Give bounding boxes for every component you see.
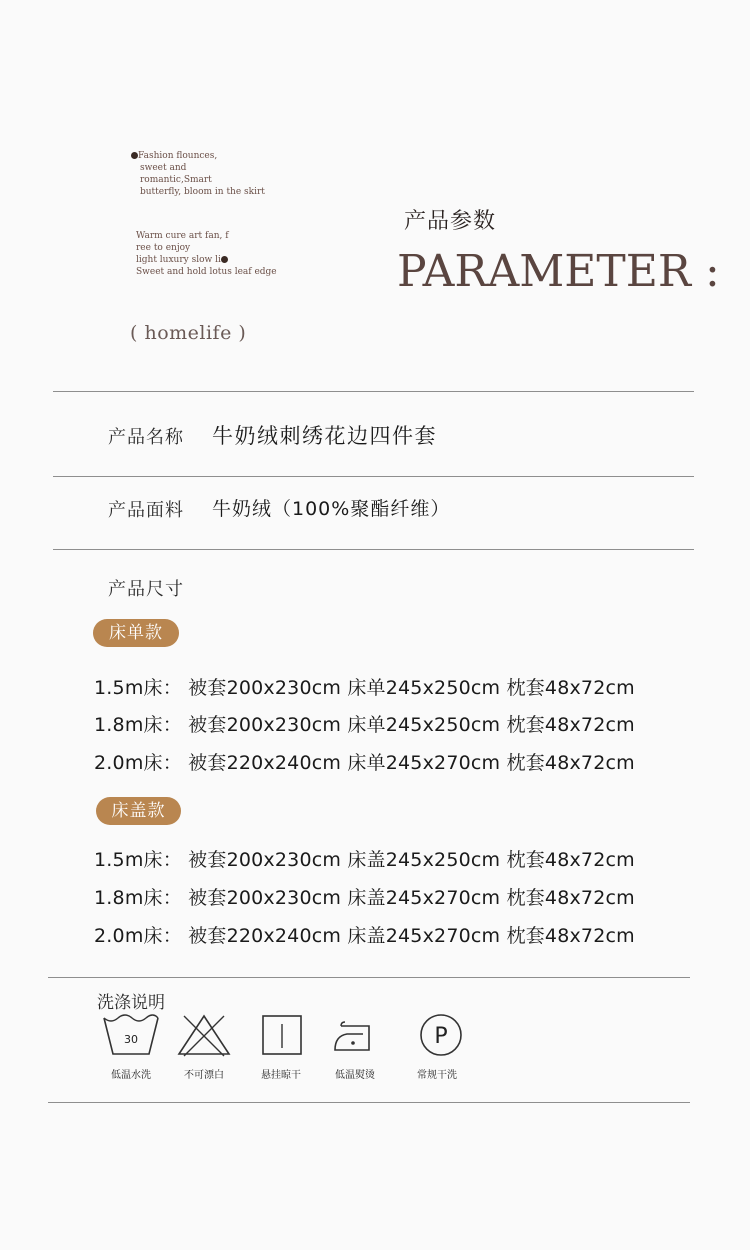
poem-line: romantic,Smart <box>140 175 212 185</box>
size-row: 2.0m床： 被套220x240cm 床单245x270cm 枕套48x72cm <box>94 752 635 774</box>
decor-poem-block-1 <box>131 150 265 198</box>
poem-line: light luxury slow li <box>136 255 221 265</box>
care-item-iron <box>320 1012 390 1081</box>
product-name-value: 牛奶绒刺绣花边四件套 <box>212 424 437 448</box>
product-fabric-label: 产品面料 <box>108 500 184 521</box>
poem-line: Sweet and hold lotus leaf edge <box>136 267 277 277</box>
wash-tub-30-icon <box>101 1012 161 1058</box>
poem-line: Fashion flounces, <box>138 151 218 161</box>
divider <box>53 391 694 392</box>
product-fabric-value: 牛奶绒（100%聚酯纤维） <box>212 498 451 520</box>
divider <box>53 476 694 477</box>
iron-low-icon <box>325 1012 385 1058</box>
divider <box>48 1102 690 1103</box>
care-label: 悬挂晾干 <box>261 1070 301 1081</box>
bullet-dot-icon <box>131 152 138 159</box>
cover-type-badge: 床盖款 <box>96 797 181 825</box>
svg-text:P: P <box>434 1024 448 1049</box>
size-row: 1.8m床： 被套200x230cm 床盖245x270cm 枕套48x72cm <box>94 887 635 909</box>
poem-line: ree to enjoy <box>136 243 191 253</box>
size-row: 2.0m床： 被套220x240cm 床盖245x270cm 枕套48x72cm <box>94 925 635 947</box>
size-row: 1.5m床： 被套200x230cm 床单245x250cm 枕套48x72cm <box>94 677 635 699</box>
no-bleach-icon <box>174 1012 234 1058</box>
svg-text:30: 30 <box>124 1033 138 1046</box>
care-item-dry <box>246 1012 316 1081</box>
line-dry-icon <box>251 1012 311 1058</box>
size-row: 1.5m床： 被套200x230cm 床盖245x250cm 枕套48x72cm <box>94 849 635 871</box>
divider <box>53 549 694 550</box>
poem-line: Warm cure art fan, f <box>136 231 229 241</box>
page-title-en: PARAMETER : <box>397 246 720 297</box>
bullet-dot-icon <box>221 256 228 263</box>
product-name-label: 产品名称 <box>108 427 184 448</box>
divider <box>48 977 690 978</box>
care-label: 低温熨烫 <box>335 1070 375 1081</box>
care-label: 不可漂白 <box>184 1070 224 1081</box>
page-title-cn: 产品参数 <box>404 209 497 234</box>
washing-title: 洗涤说明 <box>97 993 165 1013</box>
care-item-bleach <box>169 1012 239 1081</box>
homelife-tag: ( homelife ) <box>130 322 247 344</box>
poem-line: sweet and <box>140 163 187 173</box>
product-size-label: 产品尺寸 <box>108 579 184 600</box>
care-item-wash <box>96 1012 166 1081</box>
decor-poem-block-2 <box>136 230 277 278</box>
care-label: 低温水洗 <box>111 1070 151 1081</box>
poem-line: butterfly, bloom in the skirt <box>140 187 265 197</box>
sheet-type-badge: 床单款 <box>93 619 179 647</box>
size-row: 1.8m床： 被套200x230cm 床单245x250cm 枕套48x72cm <box>94 714 635 736</box>
care-label: 常规干洗 <box>417 1070 457 1081</box>
dry-clean-p-icon <box>407 1012 467 1058</box>
care-item-dryclean <box>402 1012 472 1081</box>
